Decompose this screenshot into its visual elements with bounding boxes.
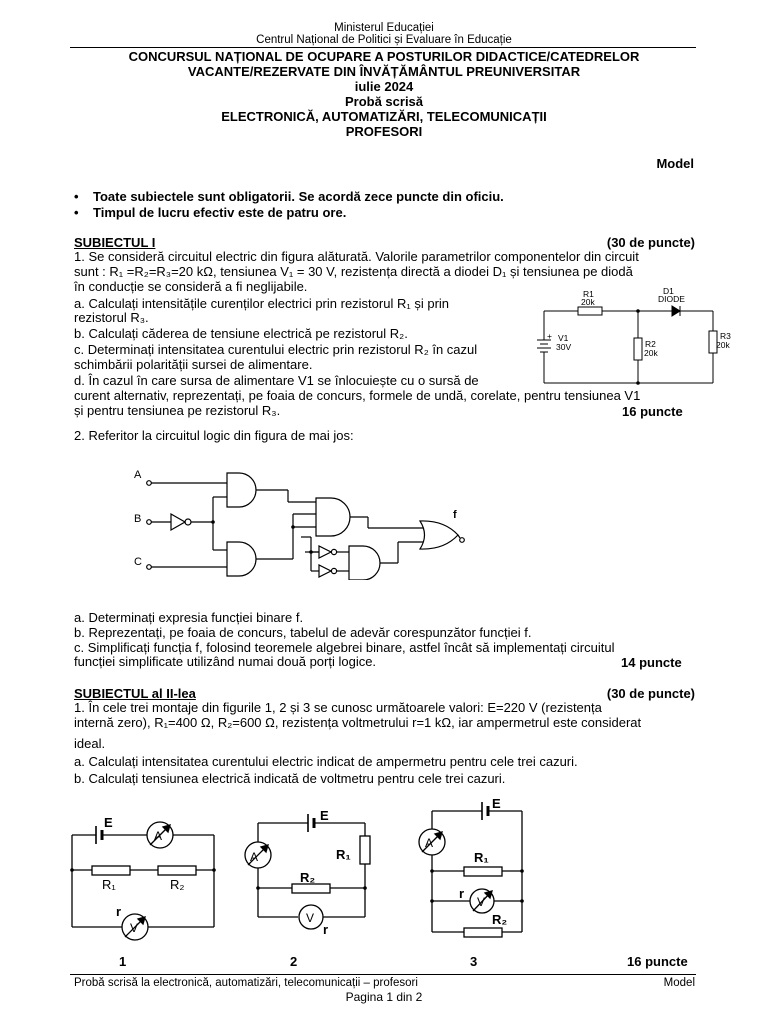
s1-p1-line: și pentru tensiunea pe rezistorul R₃. — [74, 403, 281, 418]
r2-value: 20k — [644, 348, 658, 358]
label-r: r — [116, 904, 122, 919]
resistor-r2 — [158, 866, 196, 875]
logic-circuit-diagram — [128, 462, 478, 580]
label-r: r — [459, 886, 465, 901]
v1-plus: + — [547, 331, 552, 341]
s2-line: 1. În cele trei montaje din figurile 1, 2 și 3 se cunosc următoarele valori: E=220 V (rezistența — [74, 700, 602, 715]
subject1-points: (30 de puncte) — [606, 235, 695, 250]
not-gate-3 — [319, 565, 331, 577]
subject2-points: (30 de puncte) — [606, 686, 695, 701]
and-gate-1 — [227, 473, 256, 507]
label-v: V — [477, 895, 486, 909]
title-subject: ELECTRONICĂ, AUTOMATIZĂRI, TELECOMUNICAȚII — [221, 109, 547, 124]
figure-1-circuit — [62, 812, 227, 950]
input-c-terminal — [147, 565, 152, 570]
s2-line: b. Calculați tensiunea electrică indicată de voltmetru pentru cele trei cazuri. — [74, 771, 506, 786]
s1-p2-line: b. Reprezentați, pe foaia de concurs, tabelul de adevăr corespunzător funcției f. — [74, 625, 532, 640]
r1-label: R1 — [583, 289, 594, 299]
resistor-r1 — [464, 867, 502, 876]
not-gate-2 — [319, 546, 331, 558]
s1-p1-points: 16 puncte — [622, 404, 683, 419]
subject1-title: SUBIECTUL I — [74, 235, 156, 250]
label-r1: R₁ — [474, 850, 489, 865]
and-gate-4 — [349, 546, 380, 580]
and-gate-2 — [227, 542, 256, 576]
rule-item: • Toate subiectele sunt obligatorii. Se acordă zece puncte din oficiu. — [74, 189, 504, 204]
s2-line: internă zero), R₁=400 Ω, R₂=600 Ω, rezistența voltmetrului r=1 kΩ, iar ampermetrul este considerat — [74, 715, 642, 730]
subject2-heading — [74, 686, 695, 701]
center-name: Centrul Național de Politici și Evaluare în Educație — [256, 34, 512, 46]
s2-points: 16 puncte — [627, 954, 688, 969]
r3-value: 20k — [716, 340, 730, 350]
title-exam-type: Probă scrisă — [344, 94, 424, 109]
input-a-terminal — [147, 481, 152, 486]
label-a: A — [425, 836, 434, 850]
s2-line: a. Calculați intensitatea curentului electric indicat de ampermetru pentru cele trei cazuri. — [74, 754, 578, 769]
r2-resistor — [634, 338, 642, 360]
v1-label: V1 — [558, 333, 569, 343]
r2-label: R2 — [645, 339, 656, 349]
footer-rule — [70, 974, 696, 975]
r1-resistor — [578, 307, 602, 315]
input-b-label: B — [134, 513, 142, 525]
footer-left: Probă scrisă la electronică, automatizări, telecomunicații – profesori — [74, 977, 418, 989]
s1-p2-line: a. Determinați expresia funcției binare f. — [74, 610, 304, 625]
s1-p2-line: c. Simplificați funcția f, folosind teoremele algebrei binare, astfel încât să implementați circuitul — [74, 640, 615, 655]
label-r: r — [323, 922, 329, 937]
title-line-1: CONCURSUL NAȚIONAL DE OCUPARE A POSTURILOR DIDACTICE/CATEDRELOR — [128, 49, 640, 64]
figure-number-2: 2 — [290, 954, 298, 969]
s1-p1-line: 1. Se consideră circuitul electric din figura alăturată. Valorile parametrilor componentelor din circuit — [74, 249, 639, 264]
footer-row — [74, 977, 695, 989]
output-f-terminal — [460, 538, 465, 543]
and-gate-3 — [316, 498, 350, 536]
label-e: E — [492, 796, 501, 811]
label-e: E — [320, 808, 329, 823]
label-r2: R₂ — [300, 870, 316, 885]
not-gate-b — [171, 514, 185, 530]
s1-p1-line: în conducție se consideră a fi neglijabile. — [74, 279, 308, 294]
resistor-r2 — [292, 884, 330, 893]
model-label: Model — [656, 156, 694, 171]
header-rule — [70, 47, 696, 48]
label-r2: R₂ — [170, 877, 185, 892]
resistor-r1 — [360, 836, 370, 864]
figure-number-1: 1 — [119, 954, 127, 969]
label-r2: R₂ — [492, 912, 508, 927]
s1-p2-points: 14 puncte — [621, 655, 682, 670]
figure-2-circuit — [236, 806, 386, 940]
diode-d1 — [672, 306, 680, 316]
title-date: iulie 2024 — [354, 79, 414, 94]
s1-p1-line: rezistorul R₃. — [74, 310, 149, 325]
rule-item: • Timpul de lucru efectiv este de patru ore. — [74, 205, 347, 220]
r3-label: R3 — [720, 331, 731, 341]
resistor-r1 — [92, 866, 130, 875]
diode-circuit-diagram — [530, 286, 740, 386]
s1-p1-line: d. În cazul în care sursa de alimentare V1 se înlocuiește cu o sursă de — [74, 373, 479, 388]
subject2-title: SUBIECTUL al II-lea — [74, 686, 196, 701]
figure-number-3: 3 — [470, 954, 478, 969]
s1-p1-line: a. Calculați intensitățile curenților electrici prin rezistorul R₁ și prin — [74, 296, 450, 311]
label-a: A — [250, 850, 259, 864]
footer-right: Model — [663, 977, 695, 989]
s1-p1-line: curent alternativ, reprezentați, pe foaia de concurs, formele de undă, corelate, pentru tensiunea V1 — [74, 388, 641, 403]
subject1-heading — [74, 235, 695, 250]
label-v: V — [130, 921, 139, 935]
label-r1: R₁ — [102, 877, 116, 892]
s1-p2-line: funcției simplificate utilizând numai două porți logice. — [74, 654, 377, 669]
s1-p1-line: schimbării polarității sursei de alimentare. — [74, 357, 313, 372]
input-b-terminal — [147, 520, 152, 525]
label-v: V — [306, 911, 315, 925]
s1-p1-line: c. Determinați intensitatea curentului electric prin rezistorul R₂ în cazul — [74, 342, 478, 357]
v1-value: 30V — [556, 342, 572, 352]
s1-p2-intro: 2. Referitor la circuitul logic din figura de mai jos: — [74, 428, 354, 443]
resistor-r2 — [464, 928, 502, 937]
r1-value: 20k — [581, 297, 595, 307]
title-audience: PROFESORI — [345, 124, 423, 139]
label-r1: R₁ — [336, 847, 351, 862]
s1-p1-line: b. Calculați căderea de tensiune electrică pe rezistorul R₂. — [74, 326, 408, 341]
label-a: A — [154, 829, 163, 843]
input-c-label: C — [134, 556, 142, 568]
figure-3-circuit — [410, 794, 540, 942]
or-gate — [420, 521, 458, 549]
ministry-name: Ministerul Educației — [334, 22, 434, 34]
title-line-2: VACANTE/REZERVATE DIN ÎNVĂȚĂMÂNTUL PREUNIVERSITAR — [187, 64, 581, 79]
input-a-label: A — [134, 469, 142, 481]
s2-line: ideal. — [74, 736, 106, 751]
output-f-label: f — [453, 509, 457, 521]
d1-type: DIODE — [658, 294, 685, 304]
footer-page: Pagina 1 din 2 — [345, 990, 423, 1004]
label-e: E — [104, 815, 113, 830]
d1-label: D1 — [663, 286, 674, 296]
s1-p1-line: sunt : R₁ =R₂=R₃=20 kΩ, tensiunea V₁ = 30 V, rezistența directă a diodei D₁ și tensiunea pe diodă — [74, 264, 633, 279]
